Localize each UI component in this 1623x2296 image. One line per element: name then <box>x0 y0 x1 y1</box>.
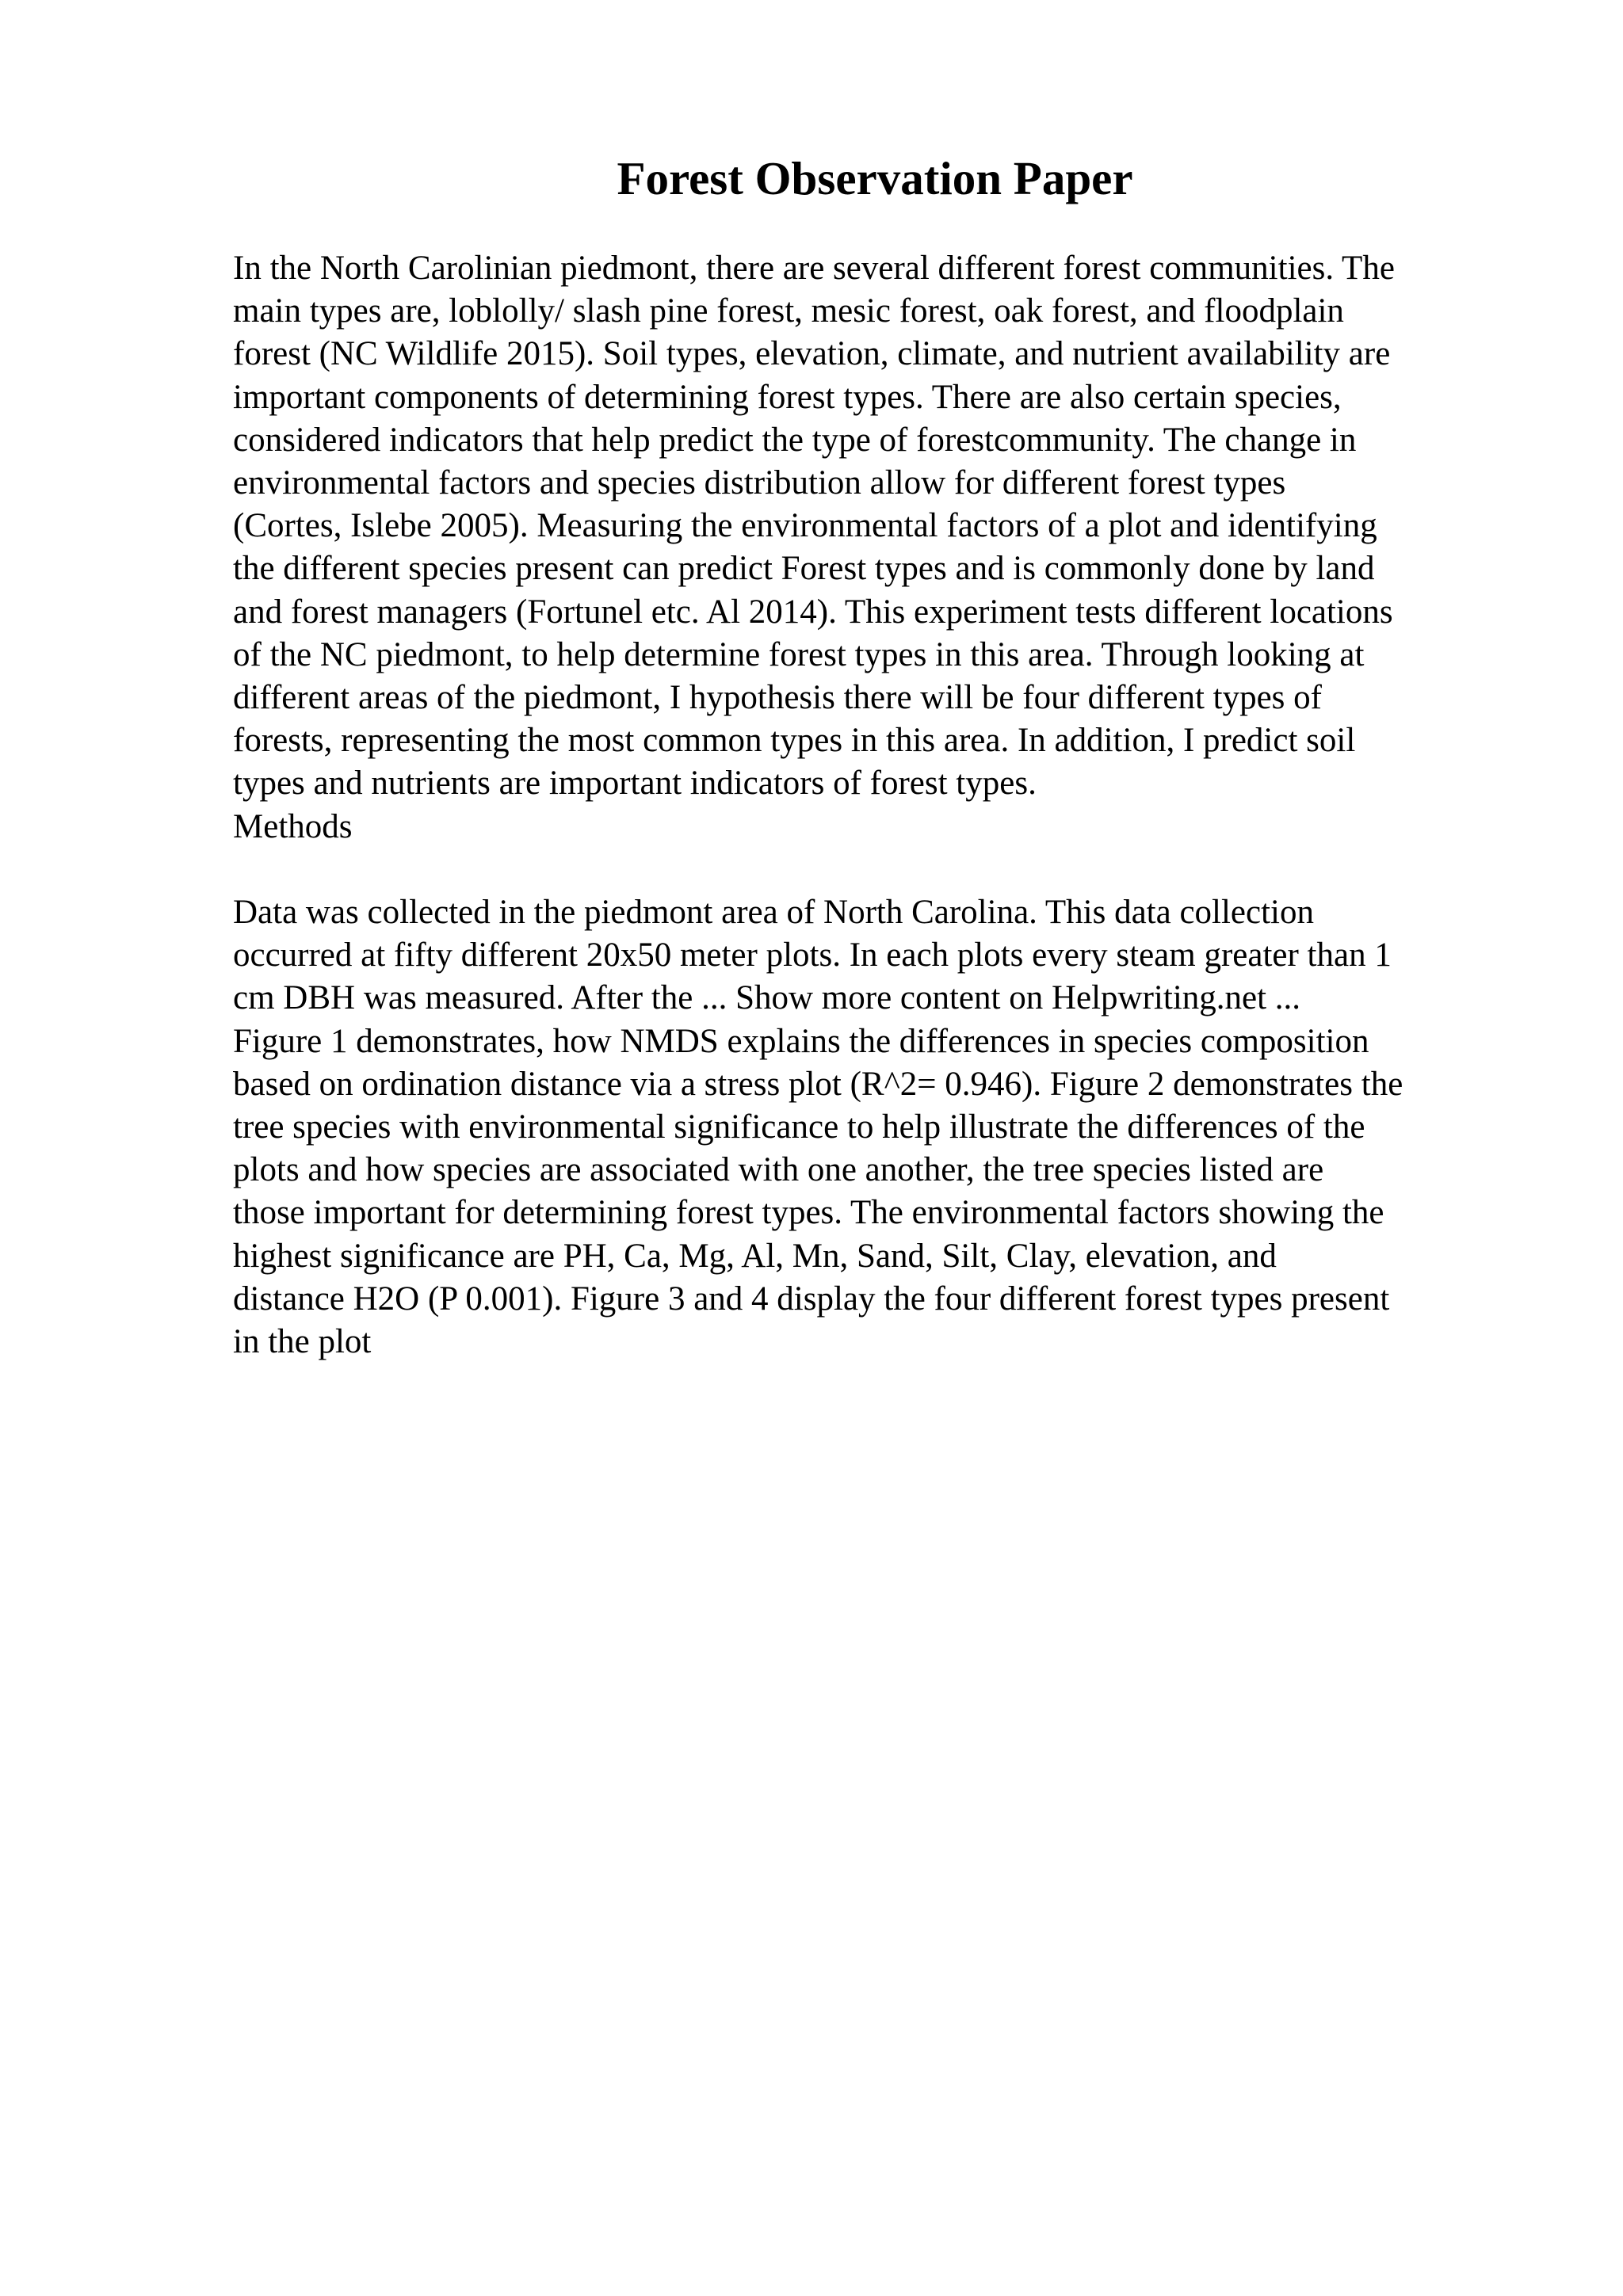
text-line: important components of determining forest types. There are also certain species, <box>233 378 1342 416</box>
paragraph-spacer <box>233 849 1517 891</box>
text-line: environmental factors and species distribution allow for different forest types <box>233 464 1286 502</box>
text-line: occurred at fifty different 20x50 meter plots. In each plots every steam greater than 1 <box>233 936 1392 974</box>
text-line: In the North Carolinian piedmont, there are several different forest communities. The <box>233 250 1395 287</box>
document-body <box>233 247 1517 1363</box>
page-title: Forest Observation Paper <box>617 152 1133 204</box>
text-line: distance H2O (P 0.001). Figure 3 and 4 display the four different forest types present <box>233 1280 1390 1318</box>
text-line: forest (NC Wildlife 2015). Soil types, elevation, climate, and nutrient availability are <box>233 335 1391 373</box>
intro-paragraph <box>233 247 1517 806</box>
methods-heading: Methods <box>233 807 353 845</box>
text-line: (Cortes, Islebe 2005). Measuring the environmental factors of a plot and identifying <box>233 507 1377 545</box>
methods-paragraph <box>233 891 1517 1363</box>
text-line: forests, representing the most common types in this area. In addition, I predict soil <box>233 722 1356 760</box>
text-line: and forest managers (Fortunel etc. Al 2014). This experiment tests different locations <box>233 593 1393 631</box>
text-line: highest significance are PH, Ca, Mg, Al, Mn, Sand, Silt, Clay, elevation, and <box>233 1237 1277 1275</box>
text-line: Data was collected in the piedmont area of North Carolina. This data collection <box>233 894 1314 932</box>
text-line: main types are, loblolly/ slash pine forest, mesic forest, oak forest, and floodplain <box>233 292 1344 330</box>
text-line: tree species with environmental significance to help illustrate the differences of the <box>233 1108 1365 1146</box>
text-line: based on ordination distance via a stress plot (R^2= 0.946). Figure 2 demonstrates the <box>233 1065 1403 1103</box>
text-line: plots and how species are associated with one another, the tree species listed are <box>233 1151 1324 1189</box>
text-line: of the NC piedmont, to help determine forest types in this area. Through looking at <box>233 635 1365 673</box>
text-line: those important for determining forest types. The environmental factors showing the <box>233 1194 1384 1232</box>
text-line: Figure 1 demonstrates, how NMDS explains the differences in species composition <box>233 1022 1369 1060</box>
text-line: types and nutrients are important indicators of forest types. <box>233 765 1037 803</box>
text-line: different areas of the piedmont, I hypothesis there will be four different types of <box>233 679 1322 717</box>
text-line: considered indicators that help predict the type of forestcommunity. The change in <box>233 421 1357 459</box>
text-line: the different species present can predict Forest types and is commonly done by land <box>233 550 1375 588</box>
text-line: cm DBH was measured. After the ... Show more content on Helpwriting.net ... <box>233 979 1301 1017</box>
text-line: in the plot <box>233 1323 372 1361</box>
